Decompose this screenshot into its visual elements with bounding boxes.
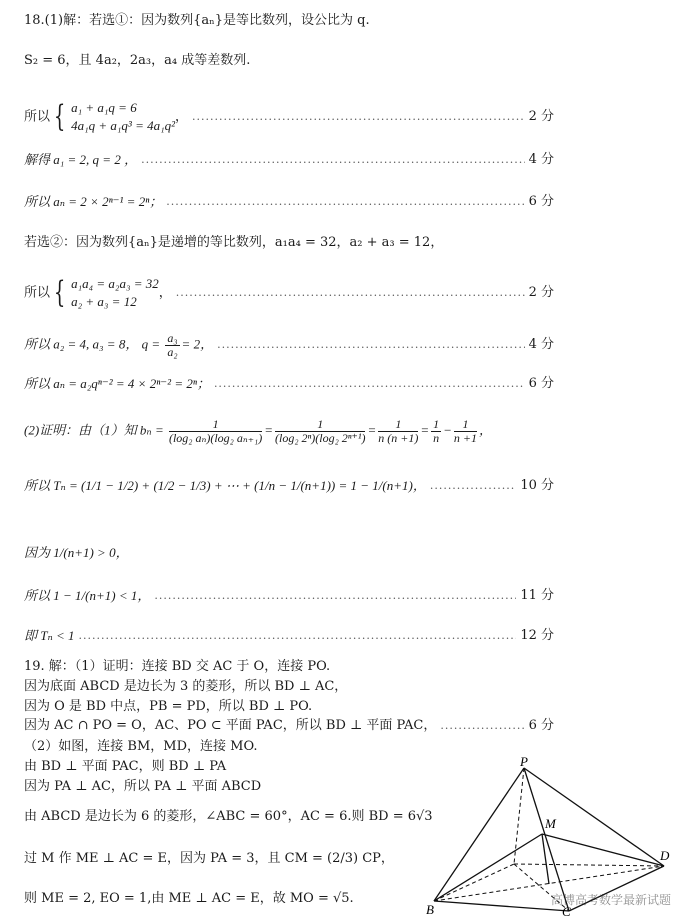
system2 [71, 275, 159, 311]
q18-choice2: 若选②：因为数列{aₙ}是递增的等比数列，a₁a₄ = 32，a₂ + a₃ = 12， [24, 235, 444, 250]
edge-ad [514, 864, 664, 866]
formula2: 所以 aₙ = a₂qⁿ⁻² = 4 × 2ⁿ⁻² = 2ⁿ； [24, 376, 210, 391]
leader-dots [214, 374, 525, 394]
score-4b: 4 分 [528, 337, 554, 352]
q18-system2-row: 所以 { a₁a₄ = a₂a₃ = 32 a₂ + a₃ = 12 ， ..... 2 分 [24, 274, 554, 312]
score-10: 10 分 [520, 478, 554, 493]
edge-bm [434, 834, 542, 901]
score-6: 6 分 [528, 194, 554, 209]
q18-formula2-row [24, 374, 554, 394]
leader-dots [217, 335, 525, 355]
leader-dots [192, 107, 525, 127]
q19-line-5: （2）如图，连接 BM，MD，连接 MO. [24, 739, 258, 754]
left-brace-icon: { [53, 99, 66, 134]
score-12: 12 分 [520, 628, 554, 643]
q18-system1-row: 所以 { a₁ + a₁q = 6 4a₁q + a₁q³ = 4a₁q² ， ..... 2 分 [24, 100, 554, 134]
edge-pb [434, 768, 524, 901]
score-6-q19: 6 分 [528, 718, 554, 733]
label-c: C [562, 904, 571, 916]
edge-pa [514, 768, 524, 864]
score-6b: 6 分 [528, 376, 554, 391]
leader-dots [141, 150, 525, 170]
q18-solve-row [24, 150, 554, 170]
q18-given: S₂ = 6，且 4a₂，2a₃，a₄ 成等差数列. [24, 53, 251, 68]
system2-eq1: a₁a₄ = a₂a₃ = 32 [71, 276, 159, 291]
q-fraction: $\frac{\text{a₃}}{\text{a₂}}$ [167, 330, 178, 359]
label-m: M [545, 816, 556, 831]
q19-line-4-row [24, 716, 554, 736]
edge-mo [542, 834, 549, 884]
q19-line-8: 由 ABCD 是边长为 6 的菱形，∠ABC = 60°，AC = 6.则 BD = 6√3 [24, 809, 433, 824]
edge-bc [434, 901, 569, 911]
score-2b: 2 分 [528, 285, 554, 300]
system1 [71, 99, 175, 135]
q18-ie-row [24, 626, 554, 646]
q18-step2-row: 所以 a₂ = 4, a₃ = 8， q = $\frac{\text{a₃}}{\text{a₂}}$ = 2， ..... 4 分 [24, 330, 554, 360]
score-2: 2 分 [528, 109, 554, 124]
solve-text: 解得 a₁ = 2, q = 2 ， [24, 152, 138, 167]
bn-frac-3: $\frac{1}{n (n +1)}$ [378, 416, 419, 445]
q19-line-9: 过 M 作 ME ⊥ AC = E，因为 PA = 3，且 CM = (2/3) CP， [24, 851, 394, 866]
so-text: 所以 1 − 1/(n+1) < 1， [24, 588, 151, 603]
score-4: 4 分 [528, 152, 554, 167]
left-brace-icon: { [53, 275, 66, 310]
leader-dots [440, 716, 524, 736]
formula1: 所以 aₙ = 2 × 2ⁿ⁻¹ = 2ⁿ； [24, 194, 163, 209]
system1-eq1: a₁ + a₁q = 6 [71, 100, 137, 115]
leader-dots [154, 586, 516, 606]
bn-frac-1: $\frac{1}{\text{(log₂ aₙ)(log₂ aₙ₊₁)}}$ [168, 416, 263, 445]
edge-md [542, 834, 664, 866]
q19-line-3: 因为 O 是 BD 中点，PB = PD，所以 BD ⊥ PO. [24, 699, 313, 714]
tn-formula: 所以 Tₙ = (1/1 − 1/2) + (1/2 − 1/3) + ⋯ + (1/n − 1/(n+1)) = 1 − 1/(n+1)， [24, 478, 426, 493]
leader-dots [430, 476, 516, 496]
part2-prefix: (2)证明：由（1）知 [24, 421, 137, 437]
q19-line-10: 则 ME = 2, EO = 1,由 ME ⊥ AC = E，故 MO = √5. [24, 891, 354, 906]
q19-line-1: 19. 解：（1）证明：连接 BD 交 AC 于 O，连接 PO. [24, 659, 331, 674]
leader-dots [79, 626, 517, 646]
q18-part2-row: (2)证明：由（1）知 bₙ = $\frac{1}{\text{(log₂ aₙ)(log₂ aₙ₊₁)}}$ = $\frac{1}{\text{(log₂ 2ⁿ)(log₂ 2ⁿ⁺¹)}}$ = $\frac{1}{n (n +1)}$ = $\frac{1}{n}$ − $\frac{1}{n +1}$ ， [24, 416, 493, 445]
leader-dots [166, 192, 524, 212]
step2-text: 所以 a₂ = 4, a₃ = 8， [24, 335, 139, 351]
system1-prefix: 所以 [24, 109, 51, 125]
label-b: B [426, 902, 434, 916]
bn-frac-5: $\frac{1}{n +1}$ [453, 416, 478, 445]
q18-because: 因为 1/(n+1) > 0， [24, 545, 129, 560]
label-d: D [660, 848, 670, 863]
bn-frac-4: $\frac{1}{n}$ [433, 416, 440, 445]
q18-tn-row [24, 476, 554, 496]
q18-header: 18.(1)解：若选①：因为数列{aₙ}是等比数列，设公比为 q. [24, 13, 370, 28]
q18-formula1-row [24, 192, 554, 212]
label-p: P [520, 756, 528, 769]
system1-eq2: 4a₁q + a₁q³ = 4a₁q² [71, 118, 176, 133]
q19-line-7: 因为 PA ⊥ AC，所以 PA ⊥ 平面 ABCD [24, 779, 262, 794]
bn-frac-2: $\frac{1}{\text{(log₂ 2ⁿ)(log₂ 2ⁿ⁺¹)}}$ [274, 416, 366, 445]
q19-line-4: 因为 AC ∩ PO = O，AC、PO ⊂ 平面 PAC，所以 BD ⊥ 平面 PAC， [24, 718, 437, 733]
q19-line-2: 因为底面 ABCD 是边长为 3 的菱形，所以 BD ⊥ AC， [24, 679, 348, 694]
leader-dots [176, 283, 525, 303]
score-11: 11 分 [520, 588, 554, 603]
watermark: 高博高考数学最新试题 [550, 893, 671, 907]
system2-eq2: a₂ + a₃ = 12 [71, 294, 137, 309]
q18-so-row [24, 586, 554, 606]
q19-line-6: 由 BD ⊥ 平面 PAC，则 BD ⊥ PA [24, 759, 227, 774]
ie-text: 即 Tₙ < 1 [24, 628, 75, 643]
